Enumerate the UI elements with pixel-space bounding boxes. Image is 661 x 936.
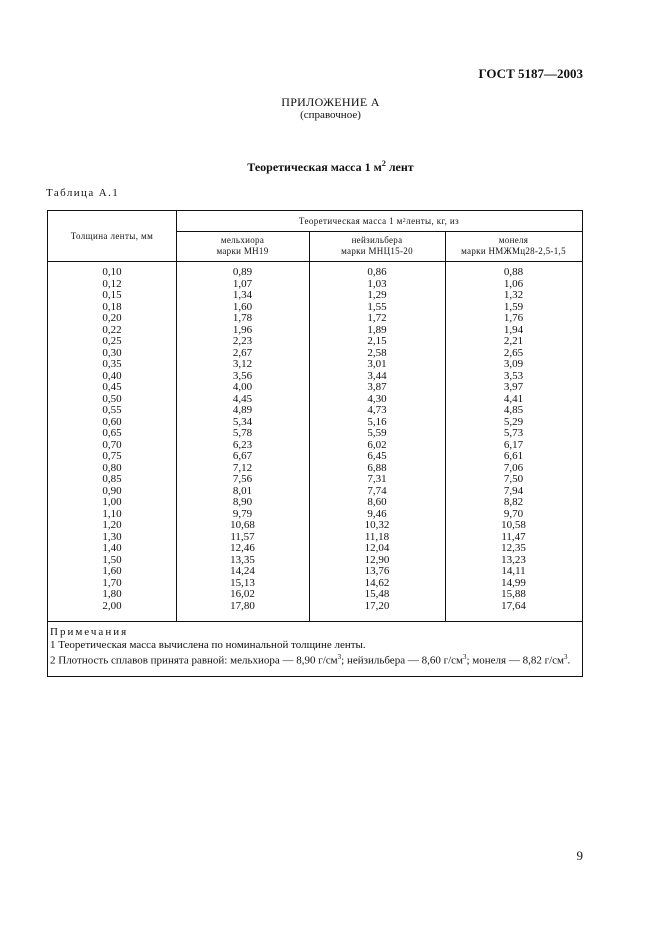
cell-thickness: 0,70 bbox=[102, 438, 122, 451]
cell-cupronickel: 6,67 bbox=[232, 450, 253, 462]
cell-nickel-silver: 14,62 bbox=[364, 576, 390, 589]
cell-thickness: 0,55 bbox=[102, 404, 122, 416]
cell-thickness: 1,60 bbox=[102, 565, 122, 577]
cell-cupronickel: 2,67 bbox=[232, 346, 253, 359]
table-row bbox=[48, 566, 582, 578]
cell-nickel-silver: 4,30 bbox=[367, 392, 387, 405]
cell-nickel-silver: 5,16 bbox=[367, 415, 387, 428]
cell-nickel-silver: 10,32 bbox=[364, 519, 390, 531]
note-2-part2: ; нейзильбера — 8,60 г/см bbox=[341, 654, 463, 667]
table-row bbox=[48, 371, 582, 383]
cell-cupronickel: 8,01 bbox=[232, 484, 253, 497]
cell-nickel-silver: 1,29 bbox=[367, 289, 387, 301]
cell-thickness: 1,20 bbox=[102, 519, 122, 531]
table-row bbox=[48, 313, 582, 325]
cell-monel: 4,41 bbox=[503, 392, 524, 405]
cell-monel: 11,47 bbox=[501, 530, 526, 543]
section-title bbox=[0, 159, 661, 175]
cell-cupronickel: 8,90 bbox=[232, 496, 253, 508]
cell-cupronickel: 2,23 bbox=[232, 335, 253, 347]
cell-monel: 6,17 bbox=[503, 438, 524, 451]
cell-monel: 13,23 bbox=[501, 553, 526, 566]
cell-thickness: 0,85 bbox=[102, 473, 122, 485]
note-2-part3: ; монеля — 8,82 г/см bbox=[466, 654, 564, 667]
table-row bbox=[48, 543, 582, 555]
column-header-line2: марки МН19 bbox=[216, 246, 269, 256]
cell-nickel-silver: 17,20 bbox=[364, 599, 390, 612]
cell-thickness: 1,30 bbox=[102, 530, 122, 543]
cell-nickel-silver: 3,01 bbox=[367, 358, 387, 370]
cell-nickel-silver: 0,86 bbox=[367, 266, 387, 278]
cell-thickness: 0,22 bbox=[102, 323, 122, 336]
table-row bbox=[48, 290, 582, 302]
column-header-line2: марки МНЦ15-20 bbox=[341, 246, 413, 256]
cell-monel: 2,65 bbox=[503, 346, 524, 359]
table-row bbox=[48, 267, 582, 279]
cell-nickel-silver: 15,48 bbox=[364, 588, 390, 600]
cell-thickness: 1,50 bbox=[102, 553, 122, 566]
cell-cupronickel: 1,07 bbox=[232, 277, 253, 290]
cell-nickel-silver: 1,03 bbox=[367, 277, 387, 290]
appendix-title: ПРИЛОЖЕНИЕ А bbox=[281, 95, 380, 109]
cell-monel: 5,73 bbox=[503, 427, 524, 439]
cell-monel: 2,21 bbox=[503, 335, 524, 347]
column-header-line1: монеля bbox=[498, 235, 529, 245]
note-2-part4: . bbox=[567, 654, 571, 667]
cell-monel: 7,94 bbox=[503, 484, 524, 497]
cell-nickel-silver: 3,44 bbox=[367, 369, 387, 382]
cell-monel: 14,11 bbox=[501, 565, 526, 577]
cell-monel: 3,97 bbox=[503, 381, 524, 393]
table-row bbox=[48, 428, 582, 440]
cell-cupronickel: 4,00 bbox=[232, 381, 253, 393]
cell-cupronickel: 9,79 bbox=[232, 507, 253, 520]
column-header-cupronickel bbox=[176, 231, 310, 261]
cell-monel: 1,59 bbox=[503, 300, 524, 313]
cell-monel: 1,06 bbox=[503, 277, 524, 290]
section-title-sup: 2 bbox=[381, 159, 386, 168]
cell-thickness: 0,25 bbox=[102, 335, 122, 347]
table-row bbox=[48, 336, 582, 348]
mass-header-prefix: Теоретическая масса 1 м bbox=[298, 216, 403, 226]
cell-thickness: 0,15 bbox=[102, 289, 122, 301]
cell-cupronickel: 7,56 bbox=[232, 473, 253, 485]
cell-cupronickel: 0,89 bbox=[232, 266, 253, 278]
cell-nickel-silver: 8,60 bbox=[367, 496, 387, 508]
cell-cupronickel: 15,13 bbox=[230, 576, 255, 589]
cell-monel: 1,76 bbox=[503, 312, 524, 324]
mass-header-suffix: ленты, кг, из bbox=[406, 216, 460, 226]
cell-cupronickel: 5,78 bbox=[232, 427, 253, 439]
cell-cupronickel: 4,89 bbox=[232, 404, 253, 416]
cell-monel: 9,70 bbox=[503, 507, 524, 520]
appendix-subtitle: (справочное) bbox=[300, 109, 361, 121]
cell-cupronickel: 1,78 bbox=[232, 312, 253, 324]
note-2-part1: 2 Плотность сплавов принята равной: мельхиора — 8,90 г/см bbox=[50, 654, 338, 667]
cell-cupronickel: 16,02 bbox=[230, 588, 255, 600]
cell-nickel-silver: 9,46 bbox=[367, 507, 387, 520]
table-row bbox=[48, 451, 582, 463]
cell-nickel-silver: 4,73 bbox=[367, 404, 387, 416]
cell-monel: 3,09 bbox=[503, 358, 524, 370]
cell-nickel-silver: 1,89 bbox=[367, 323, 387, 336]
table-row bbox=[48, 463, 582, 475]
cell-nickel-silver: 5,59 bbox=[367, 427, 387, 439]
section-title-prefix: Теоретическая масса 1 м bbox=[247, 160, 382, 174]
header-divider bbox=[48, 261, 582, 262]
cell-thickness: 0,90 bbox=[102, 484, 122, 497]
column-header-line1: нейзильбера bbox=[351, 235, 403, 245]
cell-thickness: 0,75 bbox=[102, 450, 122, 462]
column-header-monel bbox=[445, 231, 582, 261]
table-row bbox=[48, 382, 582, 394]
table-row bbox=[48, 474, 582, 486]
cell-thickness: 0,30 bbox=[102, 346, 122, 359]
cell-cupronickel: 4,45 bbox=[232, 392, 253, 405]
section-title-suffix: лент bbox=[385, 160, 414, 174]
cell-thickness: 0,20 bbox=[102, 312, 122, 324]
cell-cupronickel: 6,23 bbox=[232, 438, 253, 451]
table-row bbox=[48, 302, 582, 314]
cell-nickel-silver: 6,88 bbox=[367, 461, 387, 474]
table-row bbox=[48, 486, 582, 498]
cell-nickel-silver: 1,55 bbox=[367, 300, 387, 313]
cell-monel: 4,85 bbox=[503, 404, 524, 416]
notes-heading: Примечания bbox=[50, 626, 129, 638]
table-row bbox=[48, 394, 582, 406]
cell-thickness: 1,10 bbox=[102, 507, 122, 520]
table-row bbox=[48, 359, 582, 371]
cell-monel: 3,53 bbox=[503, 369, 524, 382]
cell-thickness: 0,50 bbox=[102, 392, 122, 405]
cell-thickness: 1,40 bbox=[102, 542, 122, 554]
note-2-sup3: 3 bbox=[563, 653, 568, 661]
cell-thickness: 0,12 bbox=[102, 277, 122, 290]
table-row bbox=[48, 440, 582, 452]
cell-monel: 7,50 bbox=[503, 473, 524, 485]
table-row bbox=[48, 279, 582, 291]
cell-nickel-silver: 7,74 bbox=[367, 484, 387, 497]
table-row bbox=[48, 405, 582, 417]
cell-monel: 10,58 bbox=[501, 519, 526, 531]
cell-monel: 15,88 bbox=[501, 588, 526, 600]
cell-monel: 6,61 bbox=[503, 450, 524, 462]
cell-monel: 5,29 bbox=[503, 415, 524, 428]
cell-cupronickel: 5,34 bbox=[232, 415, 253, 428]
standard-number: ГОСТ 5187—2003 bbox=[478, 66, 583, 81]
page-number: 9 bbox=[576, 848, 583, 863]
cell-cupronickel: 14,24 bbox=[230, 565, 255, 577]
cell-cupronickel: 17,80 bbox=[230, 599, 255, 612]
mass-table bbox=[47, 210, 583, 677]
cell-nickel-silver: 11,18 bbox=[364, 530, 390, 543]
cell-monel: 8,82 bbox=[503, 496, 524, 508]
cell-nickel-silver: 2,15 bbox=[367, 335, 387, 347]
cell-nickel-silver: 7,31 bbox=[367, 473, 387, 485]
cell-monel: 0,88 bbox=[503, 266, 524, 278]
column-header-nickel-silver bbox=[309, 231, 446, 261]
thickness-header: Толщина ленты, мм bbox=[48, 211, 177, 261]
cell-nickel-silver: 12,90 bbox=[364, 553, 390, 566]
cell-thickness: 0,35 bbox=[102, 358, 122, 370]
table-body bbox=[48, 267, 582, 612]
cell-nickel-silver: 6,45 bbox=[367, 450, 387, 462]
cell-monel: 17,64 bbox=[501, 599, 526, 612]
cell-nickel-silver: 1,72 bbox=[367, 312, 387, 324]
cell-thickness: 1,80 bbox=[102, 588, 122, 600]
mass-header bbox=[176, 211, 582, 232]
table-row bbox=[48, 589, 582, 601]
cell-cupronickel: 3,12 bbox=[232, 358, 253, 370]
cell-nickel-silver: 2,58 bbox=[367, 346, 387, 359]
cell-monel: 1,94 bbox=[503, 323, 524, 336]
table-row bbox=[48, 325, 582, 337]
cell-cupronickel: 11,57 bbox=[230, 530, 255, 543]
cell-nickel-silver: 13,76 bbox=[364, 565, 390, 577]
cell-thickness: 1,70 bbox=[102, 576, 122, 589]
cell-thickness: 0,80 bbox=[102, 461, 122, 474]
cell-cupronickel: 12,46 bbox=[230, 542, 255, 554]
note-2 bbox=[50, 651, 578, 667]
cell-monel: 12,35 bbox=[501, 542, 526, 554]
cell-nickel-silver: 6,02 bbox=[367, 438, 387, 451]
cell-monel: 14,99 bbox=[501, 576, 526, 589]
table-row bbox=[48, 348, 582, 360]
cell-thickness: 1,00 bbox=[102, 496, 122, 508]
cell-cupronickel: 10,68 bbox=[230, 519, 255, 531]
cell-nickel-silver: 12,04 bbox=[364, 542, 390, 554]
note-2-sup2: 3 bbox=[462, 653, 467, 661]
cell-monel: 1,32 bbox=[503, 289, 524, 301]
notes-divider bbox=[48, 621, 582, 622]
column-header-line1: мельхиора bbox=[220, 235, 265, 245]
table-row bbox=[48, 417, 582, 429]
table-label: Таблица А.1 bbox=[46, 187, 120, 199]
cell-cupronickel: 13,35 bbox=[230, 553, 255, 566]
cell-monel: 7,06 bbox=[503, 461, 524, 474]
note-2-sup1: 3 bbox=[337, 653, 342, 661]
table-row bbox=[48, 601, 582, 613]
table-row bbox=[48, 497, 582, 509]
cell-thickness: 0,10 bbox=[102, 266, 122, 278]
cell-nickel-silver: 3,87 bbox=[367, 381, 387, 393]
cell-cupronickel: 1,60 bbox=[232, 300, 253, 313]
cell-thickness: 0,45 bbox=[102, 381, 122, 393]
note-1: 1 Теоретическая масса вычислена по номинальной толщине ленты. bbox=[50, 639, 366, 651]
cell-thickness: 2,00 bbox=[102, 599, 122, 612]
column-header-line2: марки НМЖМц28-2,5-1,5 bbox=[461, 246, 566, 256]
cell-cupronickel: 3,56 bbox=[232, 369, 253, 382]
cell-thickness: 0,40 bbox=[102, 369, 122, 382]
cell-cupronickel: 1,96 bbox=[232, 323, 253, 336]
cell-thickness: 0,65 bbox=[102, 427, 122, 439]
mass-header-sup: 2 bbox=[402, 218, 407, 224]
cell-cupronickel: 7,12 bbox=[232, 461, 253, 474]
cell-thickness: 0,60 bbox=[102, 415, 122, 428]
table-row bbox=[48, 520, 582, 532]
table-notes bbox=[50, 626, 578, 667]
cell-cupronickel: 1,34 bbox=[232, 289, 253, 301]
cell-thickness: 0,18 bbox=[102, 300, 122, 313]
